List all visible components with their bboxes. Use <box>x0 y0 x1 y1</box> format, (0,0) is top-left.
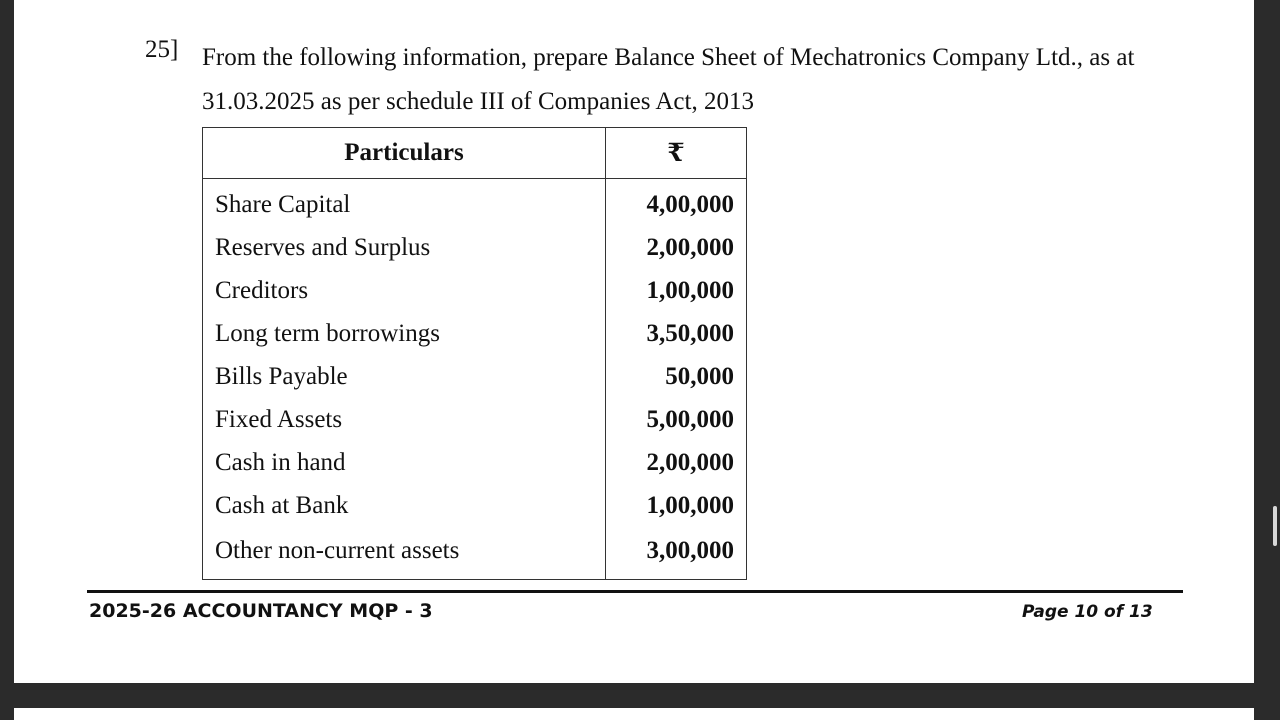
table-row <box>203 312 747 355</box>
table-header-row <box>203 128 747 179</box>
footer-exam-title: 2025-26 ACCOUNTANCY MQP - 3 <box>89 600 433 622</box>
next-page-edge <box>14 708 1254 720</box>
row-amount: 1,00,000 <box>606 484 747 527</box>
row-label: Other non-current assets <box>203 527 606 580</box>
table-row <box>203 484 747 527</box>
row-amount: 3,50,000 <box>606 312 747 355</box>
row-label: Share Capital <box>203 179 606 227</box>
row-label: Bills Payable <box>203 355 606 398</box>
row-label: Cash in hand <box>203 441 606 484</box>
document-page <box>14 0 1254 683</box>
question-text <box>202 36 1162 124</box>
table-row <box>203 226 747 269</box>
row-label: Long term borrowings <box>203 312 606 355</box>
row-amount: 1,00,000 <box>606 269 747 312</box>
table-row <box>203 179 747 227</box>
particulars-table <box>202 127 747 580</box>
table-row <box>203 269 747 312</box>
question-line-1: From the following information, prepare Balance Sheet of Mechatronics Company Ltd., as at <box>202 44 1135 71</box>
header-amount: ₹ <box>606 128 747 179</box>
header-particulars: Particulars <box>203 128 606 179</box>
table-row <box>203 441 747 484</box>
question-number: 25] <box>145 36 179 63</box>
row-amount: 3,00,000 <box>606 527 747 580</box>
row-amount: 2,00,000 <box>606 226 747 269</box>
table-row <box>203 355 747 398</box>
question-line-2: 31.03.2025 as per schedule III of Companies Act, 2013 <box>202 88 754 115</box>
row-label: Fixed Assets <box>203 398 606 441</box>
page-number: Page 10 of 13 <box>1022 602 1153 622</box>
row-amount: 4,00,000 <box>606 179 747 227</box>
table-row <box>203 398 747 441</box>
row-amount: 50,000 <box>606 355 747 398</box>
row-amount: 2,00,000 <box>606 441 747 484</box>
table-row <box>203 527 747 580</box>
row-label: Creditors <box>203 269 606 312</box>
scrollbar-thumb[interactable] <box>1273 506 1277 546</box>
row-amount: 5,00,000 <box>606 398 747 441</box>
row-label: Reserves and Surplus <box>203 226 606 269</box>
footer-divider <box>87 590 1183 593</box>
row-label: Cash at Bank <box>203 484 606 527</box>
